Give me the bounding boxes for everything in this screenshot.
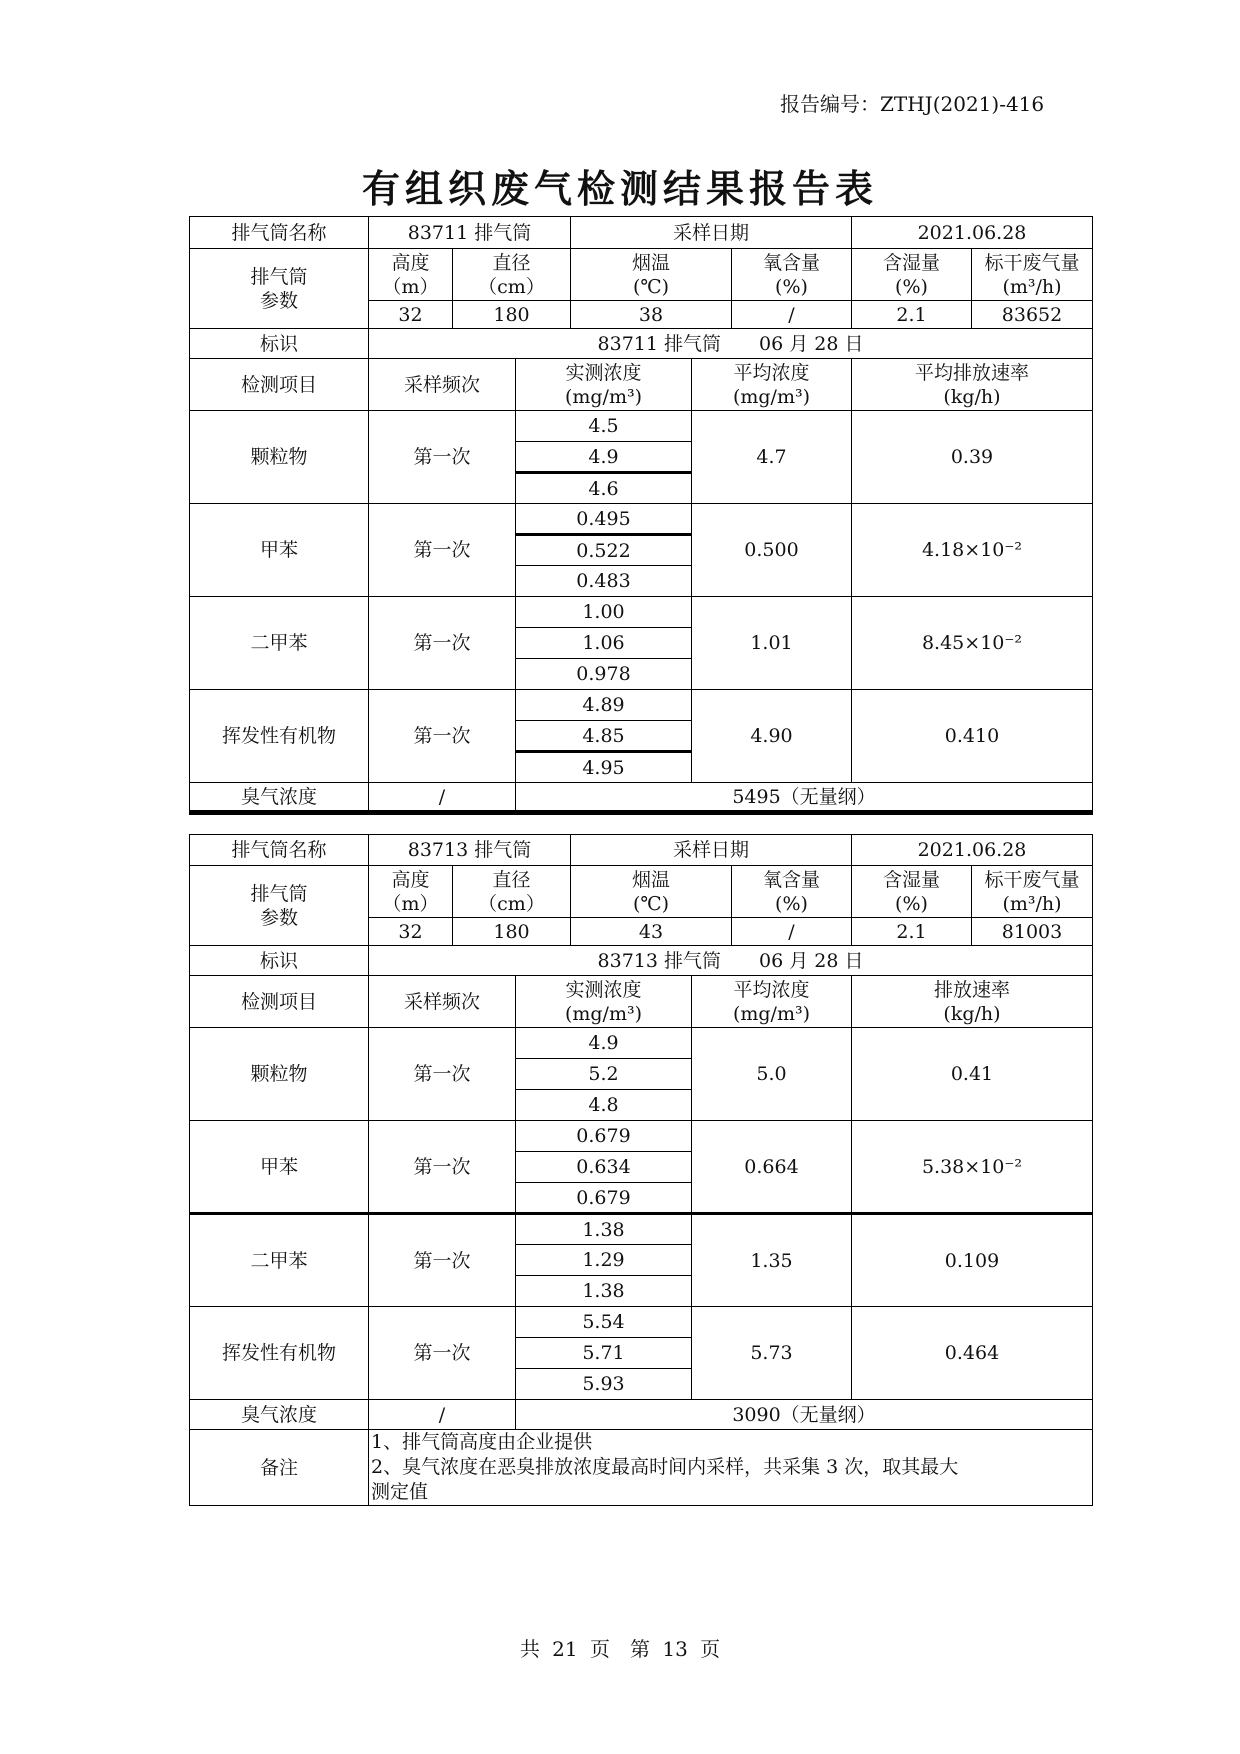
measured-value: 4.9 <box>516 442 692 473</box>
rate-value: 0.410 <box>852 690 1093 783</box>
item-name: 甲苯 <box>190 1121 369 1214</box>
measured-value: 4.8 <box>516 1090 692 1121</box>
sampling-date-label: 采样日期 <box>571 835 852 866</box>
stack-name-value: 83711 排气筒 <box>369 217 571 249</box>
moisture-header: 含湿量 (%) <box>852 866 972 918</box>
stack-name-label: 排气筒名称 <box>190 835 369 866</box>
item-frequency: 第一次 <box>369 690 516 783</box>
measured-value: 4.9 <box>516 1028 692 1059</box>
odor-frequency: / <box>369 1400 516 1430</box>
measured-value: 0.679 <box>516 1121 692 1152</box>
measured-value: 0.679 <box>516 1183 692 1214</box>
flue-temp-value: 43 <box>571 918 732 946</box>
remark-line: 测定值 <box>371 1481 429 1503</box>
avg-value: 5.0 <box>692 1028 852 1121</box>
measured-value: 1.00 <box>516 597 692 628</box>
oxygen-header: 氧含量 (%) <box>732 866 852 918</box>
odor-label: 臭气浓度 <box>190 783 369 813</box>
rate-value: 0.41 <box>852 1028 1093 1121</box>
avg-value: 1.35 <box>692 1214 852 1307</box>
height-value: 32 <box>369 301 453 329</box>
measured-value: 5.2 <box>516 1059 692 1090</box>
height-value: 32 <box>369 918 453 946</box>
odor-value: 5495（无量纲） <box>516 783 1093 813</box>
oxygen-value: / <box>732 301 852 329</box>
flue-temp-header: 烟温 (℃) <box>571 249 732 301</box>
item-frequency: 第一次 <box>369 1028 516 1121</box>
item-name: 颗粒物 <box>190 1028 369 1121</box>
item-frequency: 第一次 <box>369 1307 516 1400</box>
sampling-date-label: 采样日期 <box>571 217 852 249</box>
diameter-value: 180 <box>453 301 571 329</box>
item-name: 挥发性有机物 <box>190 690 369 783</box>
rate-value: 5.38×10⁻² <box>852 1121 1093 1214</box>
item-name: 颗粒物 <box>190 411 369 504</box>
measured-value: 0.483 <box>516 566 692 597</box>
avg-value: 4.90 <box>692 690 852 783</box>
rate-value: 4.18×10⁻² <box>852 504 1093 597</box>
rate-header: 排放速率 (kg/h) <box>852 976 1093 1028</box>
item-header: 检测项目 <box>190 976 369 1028</box>
measured-value: 0.978 <box>516 659 692 690</box>
sampling-date-value: 2021.06.28 <box>852 217 1093 249</box>
mark-label: 标识 <box>190 329 369 359</box>
moisture-value: 2.1 <box>852 301 972 329</box>
item-frequency: 第一次 <box>369 504 516 597</box>
flue-temp-header: 烟温 (℃) <box>571 866 732 918</box>
measured-header: 实测浓度 (mg/m³) <box>516 359 692 411</box>
stack-params-label: 排气筒 参数 <box>190 249 369 329</box>
odor-value: 3090（无量纲） <box>516 1400 1093 1430</box>
avg-conc-header: 平均浓度 (mg/m³) <box>692 976 852 1028</box>
measured-value: 0.634 <box>516 1152 692 1183</box>
rate-header: 平均排放速率 (kg/h) <box>852 359 1093 411</box>
dry-flow-header: 标干废气量 (m³/h) <box>972 249 1093 301</box>
mark-label: 标识 <box>190 946 369 976</box>
avg-value: 0.500 <box>692 504 852 597</box>
measured-value: 4.89 <box>516 690 692 721</box>
height-header: 高度 （m） <box>369 866 453 918</box>
measured-value: 4.5 <box>516 411 692 442</box>
rate-value: 8.45×10⁻² <box>852 597 1093 690</box>
diameter-value: 180 <box>453 918 571 946</box>
measured-header: 实测浓度 (mg/m³) <box>516 976 692 1028</box>
avg-conc-header: 平均浓度 (mg/m³) <box>692 359 852 411</box>
measured-value: 5.93 <box>516 1369 692 1400</box>
measured-value: 4.6 <box>516 473 692 504</box>
dry-flow-value: 83652 <box>972 301 1093 329</box>
measured-value: 4.85 <box>516 721 692 752</box>
frequency-header: 采样频次 <box>369 359 516 411</box>
remarks-label: 备注 <box>190 1430 369 1506</box>
remark-line: 2、臭气浓度在恶臭排放浓度最高时间内采样，共采集 3 次，取其最大 <box>371 1456 959 1478</box>
rate-value: 0.39 <box>852 411 1093 504</box>
dry-flow-header: 标干废气量 (m³/h) <box>972 866 1093 918</box>
oxygen-value: / <box>732 918 852 946</box>
item-name: 二甲苯 <box>190 597 369 690</box>
remarks-text <box>369 1430 1093 1506</box>
stack-name-label: 排气筒名称 <box>190 217 369 249</box>
stack-params-label: 排气筒 参数 <box>190 866 369 946</box>
frequency-header: 采样频次 <box>369 976 516 1028</box>
moisture-header: 含湿量 (%) <box>852 249 972 301</box>
stack-table-2 <box>189 834 1093 1506</box>
measured-value: 4.95 <box>516 752 692 783</box>
item-frequency: 第一次 <box>369 411 516 504</box>
measured-value: 1.38 <box>516 1276 692 1307</box>
odor-label: 臭气浓度 <box>190 1400 369 1430</box>
item-header: 检测项目 <box>190 359 369 411</box>
measured-value: 1.38 <box>516 1214 692 1245</box>
measured-value: 5.54 <box>516 1307 692 1338</box>
measured-value: 0.522 <box>516 535 692 566</box>
dry-flow-value: 81003 <box>972 918 1093 946</box>
rate-value: 0.464 <box>852 1307 1093 1400</box>
report-title: 有组织废气检测结果报告表 <box>361 166 878 211</box>
sampling-date-value: 2021.06.28 <box>852 835 1093 866</box>
avg-value: 5.73 <box>692 1307 852 1400</box>
item-frequency: 第一次 <box>369 1121 516 1214</box>
diameter-header: 直径 （cm） <box>453 866 571 918</box>
diameter-header: 直径 （cm） <box>453 249 571 301</box>
item-name: 二甲苯 <box>190 1214 369 1307</box>
measured-value: 1.29 <box>516 1245 692 1276</box>
avg-value: 0.664 <box>692 1121 852 1214</box>
oxygen-header: 氧含量 (%) <box>732 249 852 301</box>
page-footer: 共 21 页 第 13 页 <box>519 1637 721 1661</box>
avg-value: 4.7 <box>692 411 852 504</box>
item-frequency: 第一次 <box>369 1214 516 1307</box>
measured-value: 5.71 <box>516 1338 692 1369</box>
mark-value: 83711 排气筒 06 月 28 日 <box>369 329 1093 359</box>
item-name: 甲苯 <box>190 504 369 597</box>
moisture-value: 2.1 <box>852 918 972 946</box>
height-header: 高度 （m） <box>369 249 453 301</box>
stack-table-1 <box>189 216 1093 815</box>
measured-value: 1.06 <box>516 628 692 659</box>
stack-name-value: 83713 排气筒 <box>369 835 571 866</box>
avg-value: 1.01 <box>692 597 852 690</box>
mark-value: 83713 排气筒 06 月 28 日 <box>369 946 1093 976</box>
remark-line: 1、排气筒高度由企业提供 <box>371 1431 593 1453</box>
report-number: 报告编号：ZTHJ(2021)-416 <box>780 92 1045 116</box>
rate-value: 0.109 <box>852 1214 1093 1307</box>
flue-temp-value: 38 <box>571 301 732 329</box>
item-name: 挥发性有机物 <box>190 1307 369 1400</box>
odor-frequency: / <box>369 783 516 813</box>
item-frequency: 第一次 <box>369 597 516 690</box>
measured-value: 0.495 <box>516 504 692 535</box>
